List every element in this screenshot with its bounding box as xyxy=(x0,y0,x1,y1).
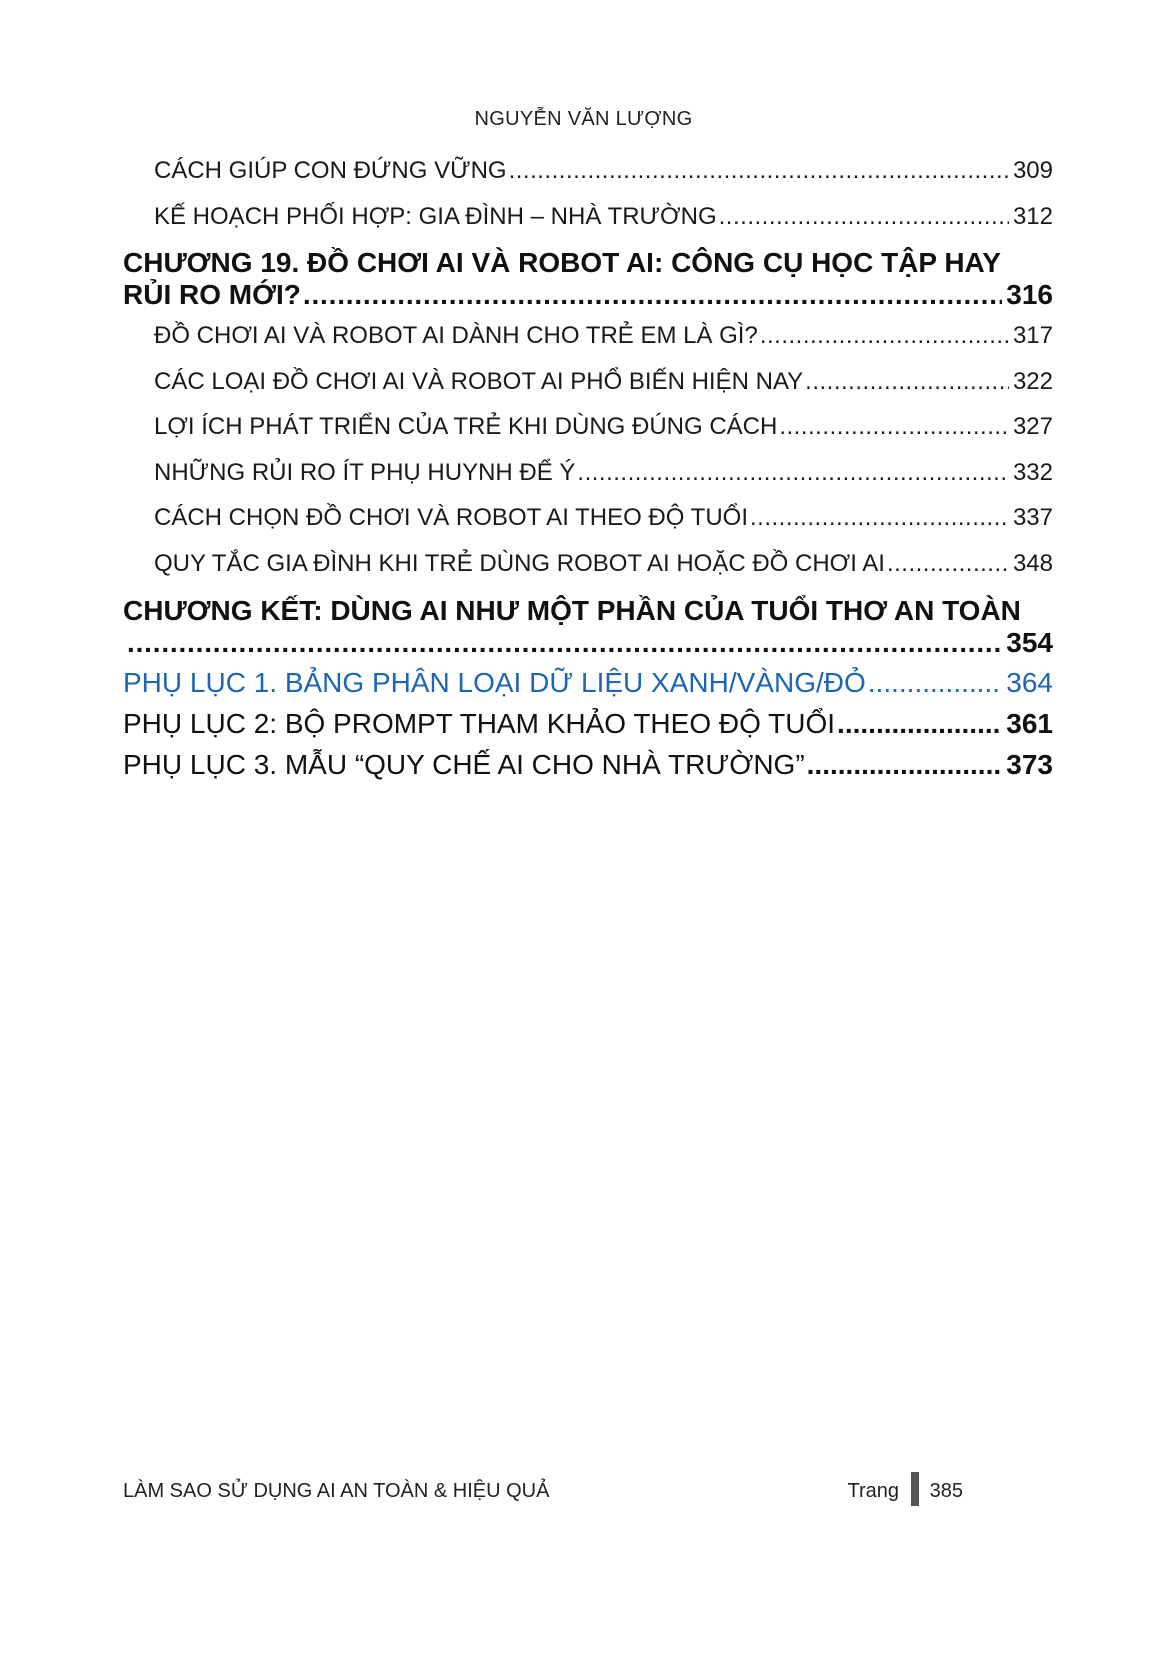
toc-appendix-title: PHỤ LỤC 3. MẪU “QUY CHẾ AI CHO NHÀ TRƯỜNG” xyxy=(123,749,805,780)
toc-appendix-title: PHỤ LỤC 2: BỘ PROMPT THAM KHẢO THEO ĐỘ TUỔI xyxy=(123,708,836,739)
running-header-author: NGUYỄN VĂN LƯỢNG xyxy=(474,108,693,130)
toc-appendix-page: 373 xyxy=(1006,749,1053,780)
toc-entry-title: LỢI ÍCH PHÁT TRIỂN CỦA TRẺ KHI DÙNG ĐÚNG CÁCH xyxy=(154,413,778,440)
footer-page-label: Trang xyxy=(847,1480,899,1502)
toc-entry[interactable] xyxy=(123,495,1053,541)
toc-entry-page: 317 xyxy=(1012,322,1053,349)
toc-entry-page: 312 xyxy=(1012,202,1053,230)
toc-appendix-page: 361 xyxy=(1006,708,1053,739)
toc-appendix-link[interactable] xyxy=(123,662,1053,703)
toc-entry-title: QUY TẮC GIA ĐÌNH KHI TRẺ DÙNG ROBOT AI HOẶC ĐỒ CHƠI AI xyxy=(154,549,885,577)
dot-leader xyxy=(750,495,1009,541)
toc-chapter-title-cont: RỦI RO MỚI? xyxy=(123,279,301,310)
toc-appendix-title: PHỤ LỤC 1. BẢNG PHÂN LOẠI DỮ LIỆU XANH/VÀNG/ĐỎ xyxy=(123,667,866,698)
dot-leader xyxy=(303,280,1002,310)
toc-entry-title: CÁC LOẠI ĐỒ CHƠI AI VÀ ROBOT AI PHỔ BIẾN HIỆN NAY xyxy=(154,367,804,395)
toc-chapter-19[interactable] xyxy=(123,246,1053,310)
toc-appendix-page: 364 xyxy=(1006,667,1053,698)
toc-chapter-title: CHƯƠNG KẾT: DÙNG AI NHƯ MỘT PHẦN CỦA TUỔI THƠ AN TOÀN xyxy=(123,595,1021,626)
toc-chapter-end[interactable] xyxy=(123,594,1053,658)
toc-entry-title: ĐỒ CHƠI AI VÀ ROBOT AI DÀNH CHO TRẺ EM LÀ GÌ? xyxy=(154,322,758,349)
toc-entry-page: 322 xyxy=(1012,367,1053,395)
toc-entry[interactable] xyxy=(123,194,1053,240)
toc-entry-page: 332 xyxy=(1012,458,1053,486)
footer-page-number: 385 xyxy=(929,1480,963,1502)
footer-book-title: LÀM SAO SỬ DỤNG AI AN TOÀN & HIỆU QUẢ xyxy=(123,1480,550,1502)
toc-chapter-page: 354 xyxy=(1006,627,1053,658)
toc-entry-page: 327 xyxy=(1012,413,1053,440)
footer-divider-bar xyxy=(911,1472,919,1506)
dot-leader xyxy=(779,404,1009,450)
toc-chapter-title: CHƯƠNG 19. ĐỒ CHƠI AI VÀ ROBOT AI: CÔNG CỤ HỌC TẬP HAY xyxy=(123,247,1001,278)
toc-entry[interactable] xyxy=(123,404,1053,450)
dot-leader xyxy=(760,313,1009,359)
dot-leader xyxy=(127,628,1002,658)
toc-appendix[interactable] xyxy=(123,703,1053,744)
dot-leader xyxy=(577,450,1009,496)
toc-entry[interactable] xyxy=(123,148,1053,194)
toc-appendix[interactable] xyxy=(123,744,1053,785)
dot-leader xyxy=(805,359,1009,405)
toc-entry-page: 348 xyxy=(1012,549,1053,577)
toc-entry-title: NHỮNG RỦI RO ÍT PHỤ HUYNH ĐỂ Ý xyxy=(154,458,576,486)
dot-leader xyxy=(719,194,1009,240)
toc-entry-title: CÁCH GIÚP CON ĐỨNG VỮNG xyxy=(154,157,507,184)
toc-entry[interactable] xyxy=(123,450,1053,496)
toc-entry-title: CÁCH CHỌN ĐỒ CHƠI VÀ ROBOT AI THEO ĐỘ TUỔI xyxy=(154,504,748,531)
dot-leader xyxy=(887,541,1009,587)
toc-entry-page: 309 xyxy=(1012,157,1053,184)
toc-entry[interactable] xyxy=(123,359,1053,405)
dot-leader xyxy=(807,744,1003,785)
dot-leader xyxy=(868,662,1003,703)
toc-entry[interactable] xyxy=(123,541,1053,587)
toc-entry-page: 337 xyxy=(1012,504,1053,531)
toc-chapter-page: 316 xyxy=(1006,279,1053,310)
page-footer xyxy=(123,1472,1033,1512)
dot-leader xyxy=(509,148,1009,194)
toc-entry-title: KẾ HOẠCH PHỐI HỢP: GIA ĐÌNH – NHÀ TRƯỜNG xyxy=(154,202,717,230)
dot-leader xyxy=(837,703,1002,744)
table-of-contents xyxy=(123,148,1053,785)
toc-entry[interactable] xyxy=(123,313,1053,359)
